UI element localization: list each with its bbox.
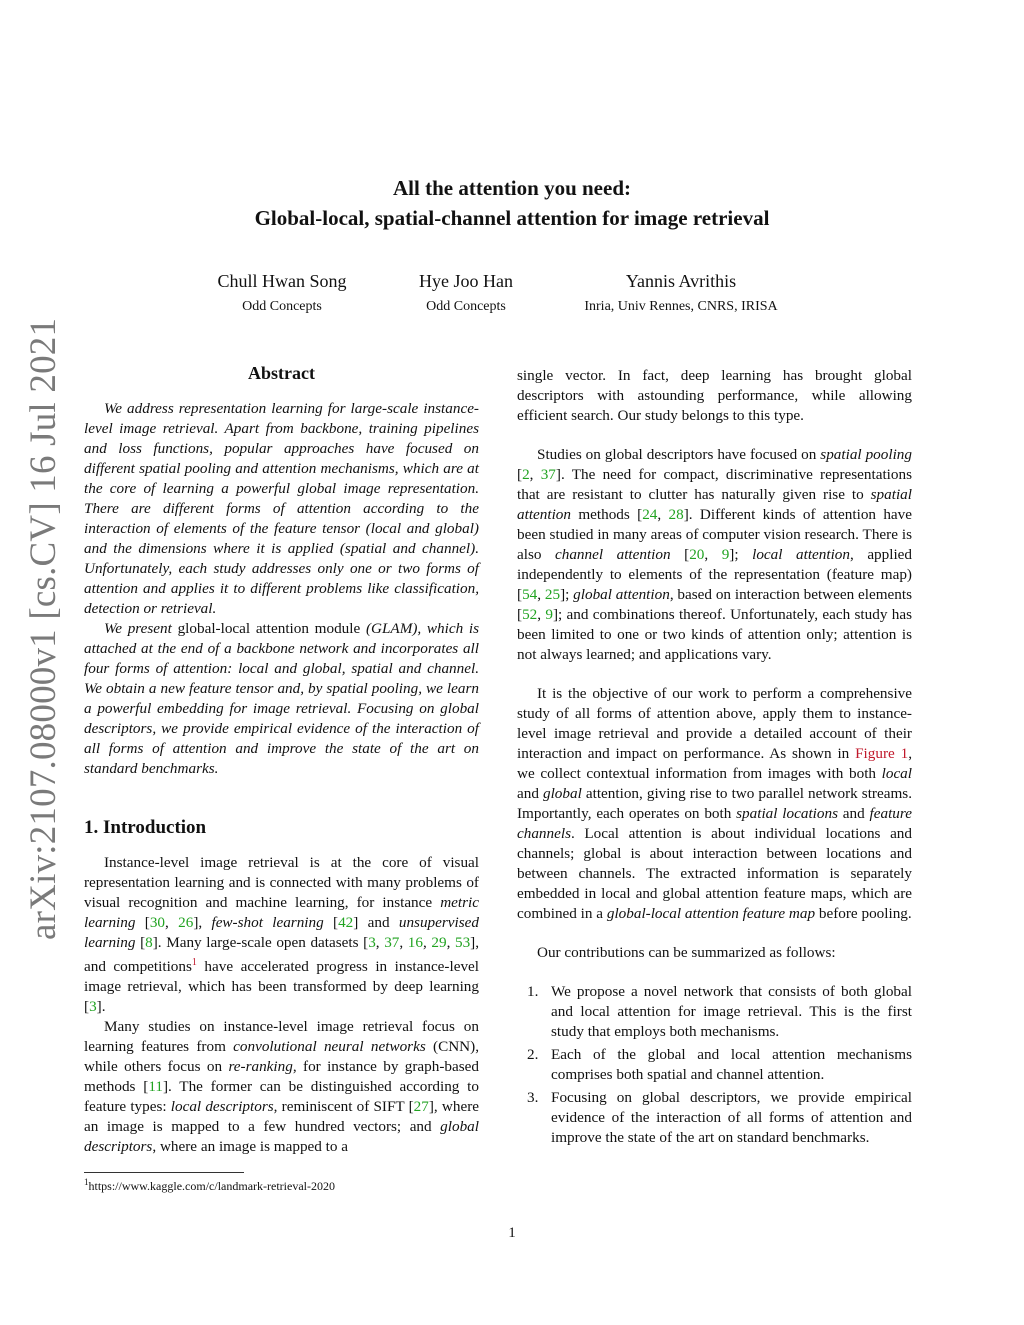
citation-link[interactable]: 8	[145, 934, 153, 951]
citation-link[interactable]: 25	[544, 586, 561, 603]
citation-link[interactable]: 30	[149, 914, 166, 931]
body-paragraph: It is the objective of our work to perform a comprehensive study of all forms of attention above, apply them to instance-level image retrieval and provide a detailed account of their interaction and impact on performance. As shown in Figure 1, we collect contextual information from images with both local and global attention, giving rise to two parallel network streams. Importantly, each operates on both spatial locations and feature channels. Local attention is about individual locations and channels; global is about interaction between locations and between channels. The extracted information is separately embedded in local and global attention feature maps, which are combined in a global-local attention feature map before pooling.	[517, 685, 912, 922]
citation-link[interactable]: 54	[522, 586, 538, 603]
citation-link[interactable]: 37	[540, 466, 556, 483]
left-column	[84, 363, 479, 1157]
citation-link[interactable]: 20	[689, 546, 705, 563]
citation-link[interactable]: 2	[522, 466, 530, 483]
citation-link[interactable]: 29	[431, 934, 447, 951]
abstract-heading: Abstract	[248, 363, 315, 383]
paper-title-line1: All the attention you need:	[393, 176, 631, 200]
footnote-url[interactable]: https://www.kaggle.com/c/landmark-retrieval-2020	[88, 1179, 335, 1193]
citation-link[interactable]: 27	[413, 1098, 429, 1116]
author-affiliation: Odd Concepts	[426, 299, 506, 314]
citation-link[interactable]: 3	[89, 998, 97, 1016]
citation-link[interactable]: 37	[384, 934, 400, 951]
citation-link[interactable]: 26	[178, 914, 194, 931]
list-item: 2. Each of the global and local attention mechanisms comprises both spatial and channel attention.	[527, 1046, 912, 1083]
citation-link[interactable]: 53	[454, 934, 471, 951]
author-affiliation: Odd Concepts	[242, 299, 322, 314]
author-name: Yannis Avrithis	[625, 271, 737, 291]
right-column	[517, 366, 912, 1151]
citation-link[interactable]: 16	[407, 934, 423, 951]
body-paragraph: Studies on global descriptors have focused on spatial pooling [2, 37]. The need for compact, discriminative representations that are resistant to clutter has naturally given rise to spatial attention methods [24, 28]. Different kinds of attention have been studied in many areas of computer vision research. There is also channel attention [20, 9]; local attention, applied independently to elements of the representation (feature map) [54, 25]; global attention, based on interaction between elements [52, 9]; and combinations thereof. Unfortunately, each study has been limited to one or two kinds of attention only; attention is not always learned; and applications vary.	[517, 446, 913, 663]
arxiv-sidebar-id: arXiv:2107.08000v1 [cs.CV] 16 Jul 2021	[23, 317, 64, 940]
citation-link[interactable]: 42	[338, 914, 354, 931]
body-paragraph: Our contributions can be summarized as follows:	[537, 944, 836, 961]
citation-link[interactable]: 3	[368, 934, 376, 951]
page-number: 1	[508, 1225, 516, 1241]
intro-paragraph: Many studies on instance-level image retrieval focus on learning features from convolutional neural networks (CNN), while others focus on re-ranking, for instance by graph-based methods [11]. The former can be distinguished according to feature types: local descriptors, reminiscent of SIFT [27], where an image is mapped to a few hundred vectors; and global descriptors, where an image is mapped to a	[84, 1018, 479, 1156]
citation-link[interactable]: 24	[642, 506, 658, 523]
footnote-mark[interactable]: 1	[191, 957, 197, 968]
author-name: Hye Joo Han	[419, 271, 513, 291]
footnote-rule	[84, 1172, 244, 1173]
abstract-paragraph: We present global-local attention module (GLAM), which is attached at the end of a backbone network and incorporates all four forms of attention: local and global, spatial and channel. We obtain a new feature tensor and, by spatial pooling, we learn a powerful embedding for image retrieval. Focusing on global descriptors, we provide empirical evidence of the interaction of all forms of attention and improve the state of the art on standard benchmarks.	[84, 620, 480, 777]
figure-reference-link[interactable]: Figure 1	[855, 745, 909, 762]
list-item: 3. Focusing on global descriptors, we provide empirical evidence of the interaction of all forms of attention and improve the state of the art on standard benchmarks.	[527, 1089, 912, 1146]
introduction-heading: 1. Introduction	[84, 817, 207, 838]
citation-link[interactable]: 28	[668, 506, 684, 523]
author-affiliation: Inria, Univ Rennes, CNRS, IRISA	[584, 299, 778, 314]
footnote: $^1$https://www.kaggle.com/c/landmark-retrieval-2020	[84, 1177, 335, 1193]
abstract-paragraph: We address representation learning for large-scale instance-level image retrieval. Apart from backbone, training pipelines and loss functions, popular approaches have focused on different spatial pooling and attention mechanisms, which are at the core of learning a powerful global image representation. There are different forms of attention according to the interaction of elements of the feature tensor (local and global) and the dimensions where it is applied (spatial and channel). Unfortunately, each study addresses only one or two forms of attention and applies it to different problems like classification, detection or retrieval.	[84, 400, 479, 617]
paper-title-line2: Global-local, spatial-channel attention for image retrieval	[254, 206, 770, 230]
contributions-list	[517, 982, 912, 1148]
citation-link[interactable]: 9	[545, 606, 553, 623]
intro-paragraph: Instance-level image retrieval is at the core of visual representation learning and is connected with many problems of visual recognition and machine learning, for instance metric learning [30, 26], few-shot learning [42] and unsupervised learning [8]. Many large-scale open datasets [3, 37, 16, 29, 53], and competitions$^1$ have accelerated progress in instance-level image retrieval, which has been transformed by deep learning [3].	[84, 854, 480, 1016]
list-item: 1. We propose a novel network that consists of both global and local attention for image retrieval. This is the first study that employs both mechanisms.	[527, 983, 912, 1040]
citation-link[interactable]: 11	[148, 1078, 163, 1096]
author-name: Chull Hwan Song	[217, 271, 347, 291]
citation-link[interactable]: 52	[522, 606, 538, 623]
citation-link[interactable]: 9	[721, 546, 730, 563]
body-paragraph: single vector. In fact, deep learning has brought global descriptors with astounding performance, while allowing efficient search. Our study belongs to this type.	[517, 367, 912, 424]
